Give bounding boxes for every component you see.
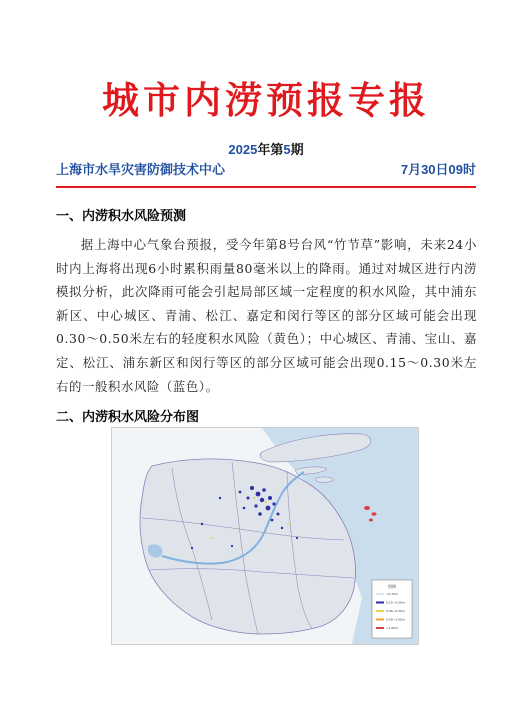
issue-end: 期 — [290, 142, 304, 157]
issue-no: 5 — [283, 142, 291, 157]
offshore-island — [372, 512, 377, 516]
legend-label: <0.15m — [386, 592, 399, 596]
risk-point — [260, 498, 264, 502]
map-legend — [372, 580, 412, 638]
risk-point — [250, 486, 254, 490]
risk-point — [254, 504, 257, 507]
risk-point — [281, 527, 283, 529]
risk-point — [268, 496, 272, 500]
legend-label: 0.30~0.50m — [386, 609, 405, 613]
header-divider — [56, 186, 476, 188]
risk-point — [287, 523, 289, 525]
legend-label: 0.50~1.00m — [386, 617, 405, 622]
legend-title: 图例 — [388, 584, 396, 589]
risk-point — [265, 501, 267, 503]
section-1-heading: 一、内涝积水风险预测 — [56, 208, 187, 223]
issue-mid: 年第 — [257, 142, 284, 157]
risk-map-svg — [112, 428, 418, 644]
report-title: 城市内涝预报专报 — [102, 78, 430, 122]
risk-point — [253, 497, 255, 499]
offshore-island — [369, 519, 373, 522]
organization-name: 上海市水旱灾害防御技术中心 — [56, 162, 226, 177]
risk-point — [243, 507, 246, 510]
risk-point — [277, 513, 280, 516]
organization-line — [56, 159, 476, 178]
risk-point — [271, 519, 274, 522]
risk-point — [272, 502, 275, 505]
issue-number — [0, 139, 532, 158]
risk-point — [258, 512, 262, 516]
risk-point — [239, 491, 242, 494]
risk-point — [219, 497, 221, 499]
legend-label: >1.00m — [386, 626, 399, 630]
risk-point — [211, 537, 213, 539]
risk-point — [296, 537, 298, 539]
risk-point — [262, 488, 266, 492]
section-1-paragraph: 据上海中心气象台预报，受今年第8号台风“竹节草”影响，未来24小时内上海将出现6小时累积雨量80毫米以上的降雨。通过对城区进行内涝模拟分析，此次降雨可能会引起局部区域一定程度的积水风险，其中浦东新区、中心城区、青浦、松江、嘉定和闵行等区的部分区域可能会出现0.30～0.50米左右的轻度积水风险（黄色）；中心城区、青浦、宝山、嘉定、松江、浦东新区和闵行等区的部分区域可能会出现0.15～0.30米左右的一般积水风险（蓝色）。 — [56, 237, 477, 394]
issue-year: 2025 — [228, 142, 258, 157]
section-2-heading: 二、内涝积水风险分布图 — [56, 409, 200, 424]
risk-point — [191, 547, 193, 549]
risk-point — [231, 545, 233, 547]
risk-point — [201, 523, 203, 525]
offshore-island — [364, 506, 370, 510]
risk-map — [111, 427, 419, 645]
issue-time: 7月30日09时 — [400, 162, 476, 177]
risk-point — [247, 497, 250, 500]
risk-point — [266, 506, 271, 511]
risk-point — [256, 492, 261, 497]
legend-label: 0.15~0.30m — [386, 600, 405, 605]
